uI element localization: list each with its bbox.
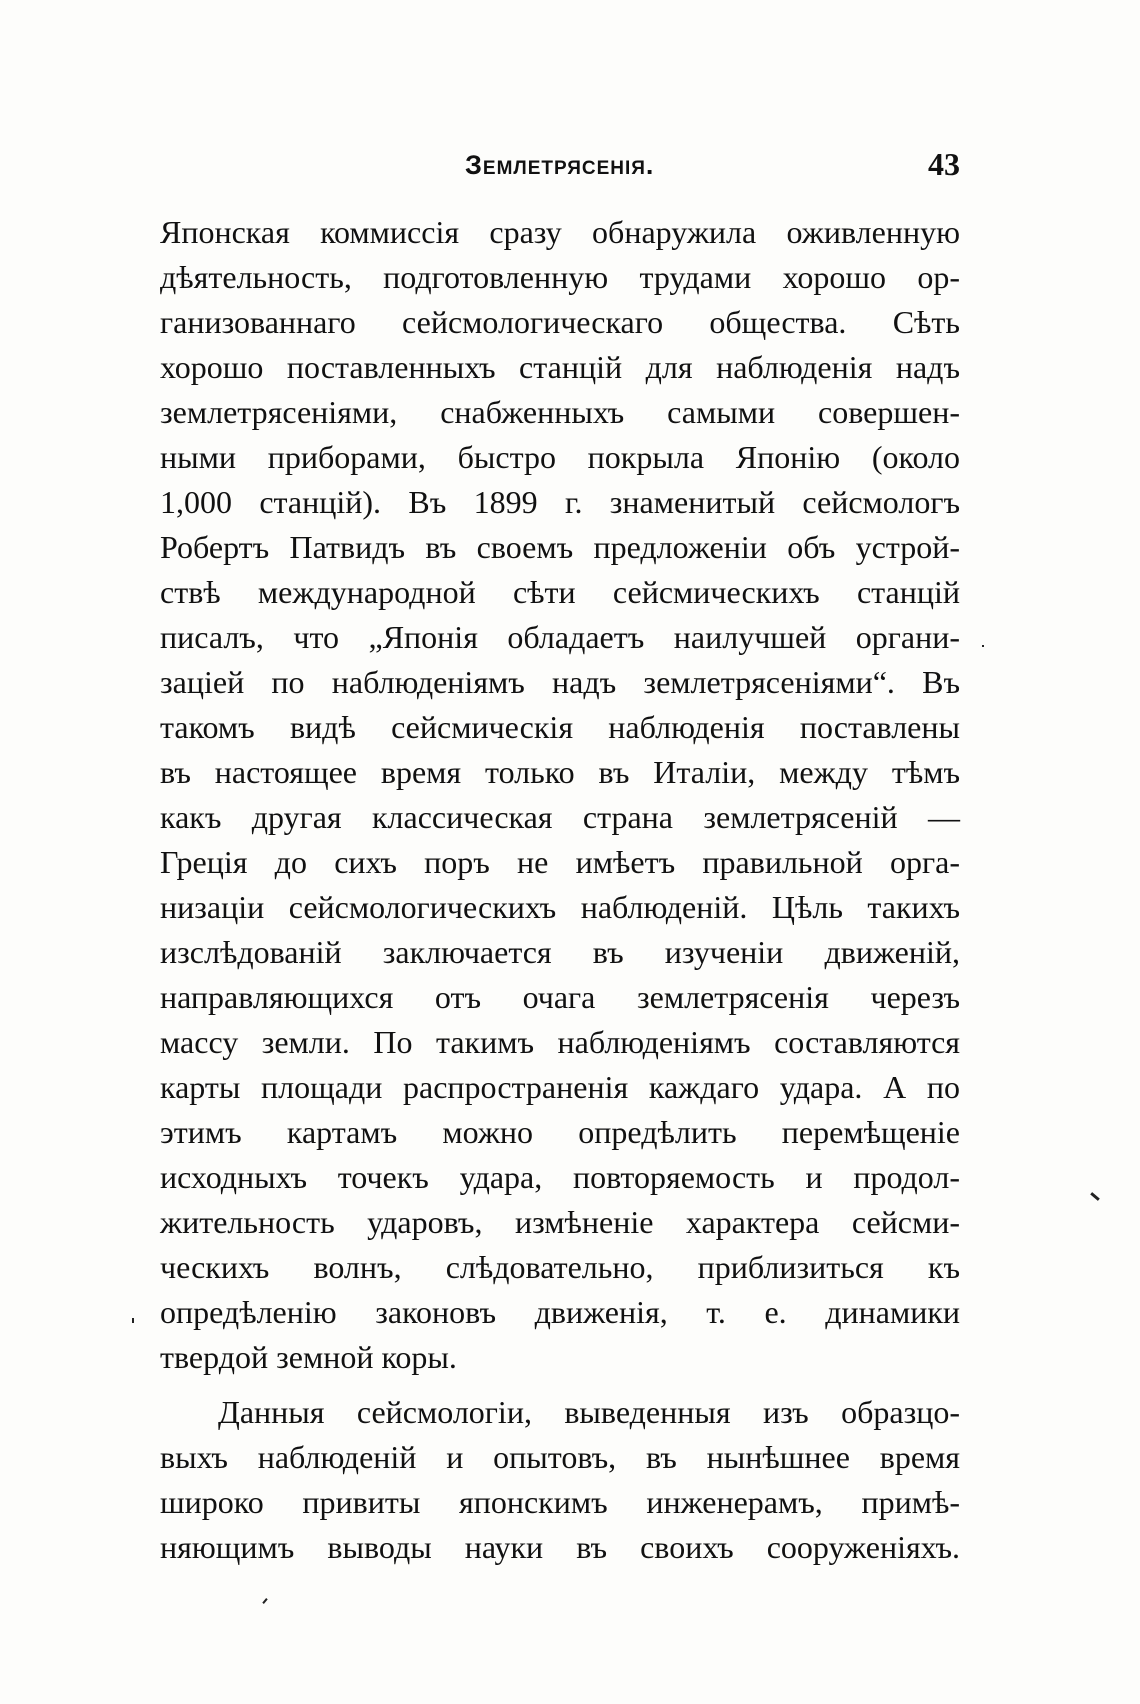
scan-speck: [262, 1598, 267, 1604]
text-line: такомъ видѣ сейсмическія наблюденія поставлены: [160, 709, 960, 745]
text-line: этимъ картамъ можно опредѣлить перемѣщеніе: [160, 1114, 960, 1150]
text-line: дѣятельность, подготовленную трудами хорошо ор-: [160, 259, 960, 295]
text-line: землетрясеніями, снабженныхъ самыми совершен-: [160, 394, 960, 430]
text-line: жительность ударовъ, измѣненіе характера сейсми-: [160, 1204, 960, 1240]
text-line: писалъ, что „Японія обладаетъ наилучшей органи-: [160, 619, 960, 655]
text-line: 1,000 станцій). Въ 1899 г. знаменитый сейсмологъ: [160, 484, 960, 520]
text-line: Греція до сихъ поръ не имѣетъ правильной орга-: [160, 844, 960, 880]
text-line: выхъ наблюденій и опытовъ, въ нынѣшнее время: [160, 1439, 960, 1475]
text-line: заціей по наблюденіямъ надъ землетрясеніями“. Въ: [160, 664, 960, 700]
text-line: опредѣленію законовъ движенія, т. е. динамики: [160, 1294, 960, 1330]
text-line: Данныя сейсмологіи, выведенныя изъ образцо-: [218, 1394, 960, 1430]
text-line: ствѣ международной сѣти сейсмическихъ станцій: [160, 574, 960, 610]
scan-speck: [1090, 1192, 1100, 1201]
text-line: няющимъ выводы науки въ своихъ сооруженіяхъ.: [160, 1529, 960, 1565]
running-head: [160, 140, 960, 190]
text-line: ганизованнаго сейсмологическаго общества. Сѣть: [160, 304, 960, 340]
scan-speck: [132, 1318, 134, 1323]
text-line: Японская коммиссія сразу обнаружила оживленную: [160, 214, 960, 250]
text-line: карты площади распространенія каждаго удара. А по: [160, 1069, 960, 1105]
text-line: Робертъ Патвидъ въ своемъ предложеніи объ устрой-: [160, 529, 960, 565]
text-line: ными приборами, быстро покрыла Японію (около: [160, 439, 960, 475]
text-line: низаціи сейсмологическихъ наблюденій. Цѣль такихъ: [160, 889, 960, 925]
paragraph-1: [160, 210, 960, 1380]
text-line: ческихъ волнъ, слѣдовательно, приблизиться къ: [160, 1249, 960, 1285]
scan-speck: [982, 645, 984, 647]
running-title: Землетрясенія.: [465, 150, 655, 180]
text-line: хорошо поставленныхъ станцій для наблюденія надъ: [160, 349, 960, 385]
text-line: широко привиты японскимъ инженерамъ, примѣ-: [160, 1484, 960, 1520]
paragraph-gap: [160, 1380, 960, 1390]
text-line: твердой земной коры.: [160, 1339, 457, 1375]
text-line: исходныхъ точекъ удара, повторяемость и продол-: [160, 1159, 960, 1195]
body-text: [160, 210, 960, 1570]
page-number: 43: [928, 146, 960, 182]
text-line: направляющихся отъ очага землетрясенія черезъ: [160, 979, 960, 1015]
text-line: изслѣдованій заключается въ изученіи движеній,: [160, 934, 960, 970]
text-line: какъ другая классическая страна землетрясеній —: [160, 799, 960, 835]
text-line: массу земли. По такимъ наблюденіямъ составляются: [160, 1024, 960, 1060]
paragraph-2: [160, 1390, 960, 1570]
text-line: въ настоящее время только въ Италіи, между тѣмъ: [160, 754, 960, 790]
